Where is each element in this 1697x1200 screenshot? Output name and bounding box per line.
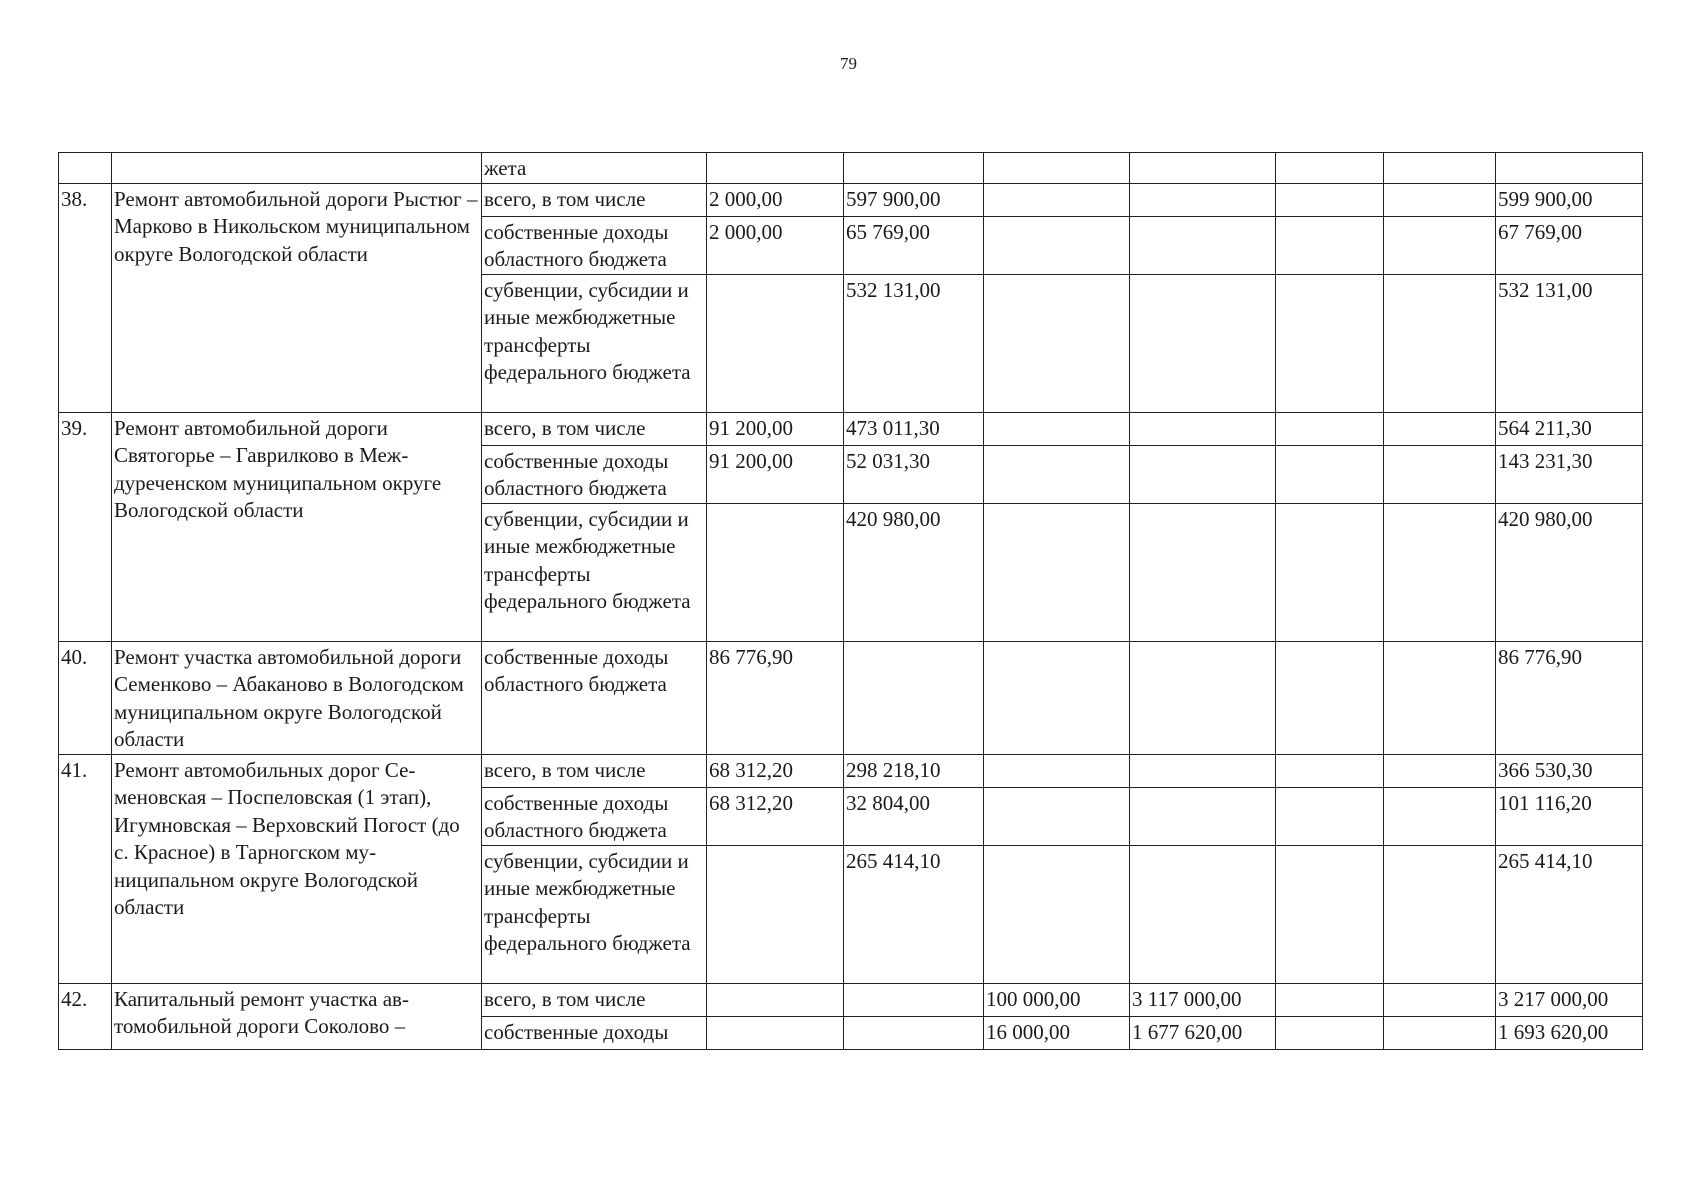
total-cell: 564 211,30: [1496, 412, 1643, 445]
value-cell: [1276, 754, 1384, 787]
value-cell: [707, 983, 844, 1016]
value-cell: [1384, 216, 1496, 274]
value-cell: [1276, 641, 1384, 754]
value-cell: [1130, 787, 1276, 845]
table-row: [59, 412, 1643, 445]
value-cell: [1276, 445, 1384, 503]
value-cell: 32 804,00: [844, 787, 984, 845]
value-cell: [1384, 153, 1496, 184]
name-cell: Ремонт автомобильной дороги Святогорье – Гаврилково в Междуреченском муниципальном округе Вологодской области: [112, 412, 482, 641]
source-cell: собственные доходы областного бюджета: [482, 216, 707, 274]
value-cell: [1276, 412, 1384, 445]
total-cell: 599 900,00: [1496, 183, 1643, 216]
value-cell: [1276, 845, 1384, 983]
value-cell: 68 312,20: [707, 787, 844, 845]
value-cell: [984, 153, 1130, 184]
value-cell: [1276, 983, 1384, 1016]
source-cell: субвенции, субсидии и иные межбюджетные трансферты федерального бюджета: [482, 845, 707, 983]
value-cell: [984, 787, 1130, 845]
total-cell: 143 231,30: [1496, 445, 1643, 503]
value-cell: 91 200,00: [707, 445, 844, 503]
value-cell: [1384, 983, 1496, 1016]
value-cell: [984, 412, 1130, 445]
value-cell: [984, 216, 1130, 274]
value-cell: [1276, 274, 1384, 412]
value-cell: [1384, 641, 1496, 754]
source-cell: всего, в том числе: [482, 983, 707, 1016]
value-cell: [1384, 445, 1496, 503]
name-cell: Ремонт автомобильной дороги Рыстюг – Марково в Никольском муниципальном округе Вологодской области: [112, 183, 482, 412]
index-cell: [59, 153, 112, 184]
index-cell: 39.: [59, 412, 112, 641]
value-cell: 265 414,10: [844, 845, 984, 983]
name-cell: Ремонт автомобильных дорог Семеновская – Поспеловская (1 этап), Игумновская – Верховский Погост (до с. Красное) в Тарногском муниципальном округе Вологодской области: [112, 754, 482, 983]
total-cell: 101 116,20: [1496, 787, 1643, 845]
value-cell: [1130, 412, 1276, 445]
name-cell: [112, 153, 482, 184]
value-cell: [1130, 754, 1276, 787]
table-row: [59, 183, 1643, 216]
value-cell: [707, 274, 844, 412]
source-cell: всего, в том числе: [482, 412, 707, 445]
value-cell: 2 000,00: [707, 183, 844, 216]
value-cell: [1384, 183, 1496, 216]
value-cell: 1 677 620,00: [1130, 1016, 1276, 1049]
total-cell: 420 980,00: [1496, 503, 1643, 641]
value-cell: 86 776,90: [707, 641, 844, 754]
total-cell: 3 217 000,00: [1496, 983, 1643, 1016]
value-cell: 597 900,00: [844, 183, 984, 216]
source-cell: собственные доходы областного бюджета: [482, 445, 707, 503]
total-cell: 366 530,30: [1496, 754, 1643, 787]
value-cell: [984, 641, 1130, 754]
value-cell: 91 200,00: [707, 412, 844, 445]
value-cell: 532 131,00: [844, 274, 984, 412]
value-cell: [1276, 153, 1384, 184]
budget-table: [58, 152, 1643, 1050]
continuation-row: [59, 153, 1643, 184]
page-number: 79: [840, 54, 857, 73]
value-cell: 3 117 000,00: [1130, 983, 1276, 1016]
value-cell: 420 980,00: [844, 503, 984, 641]
value-cell: [1384, 503, 1496, 641]
value-cell: [1276, 216, 1384, 274]
value-cell: 473 011,30: [844, 412, 984, 445]
value-cell: [1276, 1016, 1384, 1049]
value-cell: [707, 503, 844, 641]
index-cell: 40.: [59, 641, 112, 754]
value-cell: [1276, 183, 1384, 216]
index-cell: 41.: [59, 754, 112, 983]
value-cell: 68 312,20: [707, 754, 844, 787]
value-cell: [707, 845, 844, 983]
total-cell: 86 776,90: [1496, 641, 1643, 754]
value-cell: [984, 754, 1130, 787]
value-cell: [1276, 787, 1384, 845]
value-cell: [1384, 412, 1496, 445]
value-cell: [984, 845, 1130, 983]
value-cell: [1130, 641, 1276, 754]
total-cell: 532 131,00: [1496, 274, 1643, 412]
value-cell: [1384, 274, 1496, 412]
name-cell: Ремонт участка автомобильной дороги Семенково – Абаканово в Вологодском муниципальном округе Вологодской области: [112, 641, 482, 754]
value-cell: [1130, 503, 1276, 641]
value-cell: [1130, 153, 1276, 184]
value-cell: [1276, 503, 1384, 641]
source-cell: всего, в том числе: [482, 183, 707, 216]
table-row: [59, 754, 1643, 787]
value-cell: [707, 1016, 844, 1049]
value-cell: 16 000,00: [984, 1016, 1130, 1049]
source-cell: собственные доходы: [482, 1016, 707, 1049]
value-cell: [844, 1016, 984, 1049]
total-cell: 67 769,00: [1496, 216, 1643, 274]
source-cell: жета: [482, 153, 707, 184]
value-cell: [1130, 183, 1276, 216]
source-cell: субвенции, субсидии и иные межбюджетные трансферты федерального бюджета: [482, 503, 707, 641]
value-cell: [707, 153, 844, 184]
value-cell: [844, 641, 984, 754]
value-cell: [1384, 754, 1496, 787]
total-cell: 265 414,10: [1496, 845, 1643, 983]
value-cell: 298 218,10: [844, 754, 984, 787]
value-cell: [984, 183, 1130, 216]
total-cell: 1 693 620,00: [1496, 1016, 1643, 1049]
value-cell: [1384, 787, 1496, 845]
source-cell: всего, в том числе: [482, 754, 707, 787]
value-cell: [844, 153, 984, 184]
value-cell: [1130, 845, 1276, 983]
source-cell: собственные доходы областного бюджета: [482, 641, 707, 754]
value-cell: 52 031,30: [844, 445, 984, 503]
index-cell: 42.: [59, 983, 112, 1049]
value-cell: [1384, 845, 1496, 983]
value-cell: 100 000,00: [984, 983, 1130, 1016]
source-cell: собственные доходы областного бюджета: [482, 787, 707, 845]
value-cell: [1130, 274, 1276, 412]
value-cell: [984, 445, 1130, 503]
value-cell: [984, 274, 1130, 412]
source-cell: субвенции, субсидии и иные межбюджетные трансферты федерального бюджета: [482, 274, 707, 412]
total-cell: [1496, 153, 1643, 184]
value-cell: [1130, 216, 1276, 274]
value-cell: 2 000,00: [707, 216, 844, 274]
table-row: [59, 983, 1643, 1016]
value-cell: [1384, 1016, 1496, 1049]
value-cell: [1130, 445, 1276, 503]
name-cell: Капитальный ремонт участка автомобильной дороги Соколово –: [112, 983, 482, 1049]
value-cell: [984, 503, 1130, 641]
value-cell: [844, 983, 984, 1016]
table-row: [59, 641, 1643, 754]
value-cell: 65 769,00: [844, 216, 984, 274]
index-cell: 38.: [59, 183, 112, 412]
